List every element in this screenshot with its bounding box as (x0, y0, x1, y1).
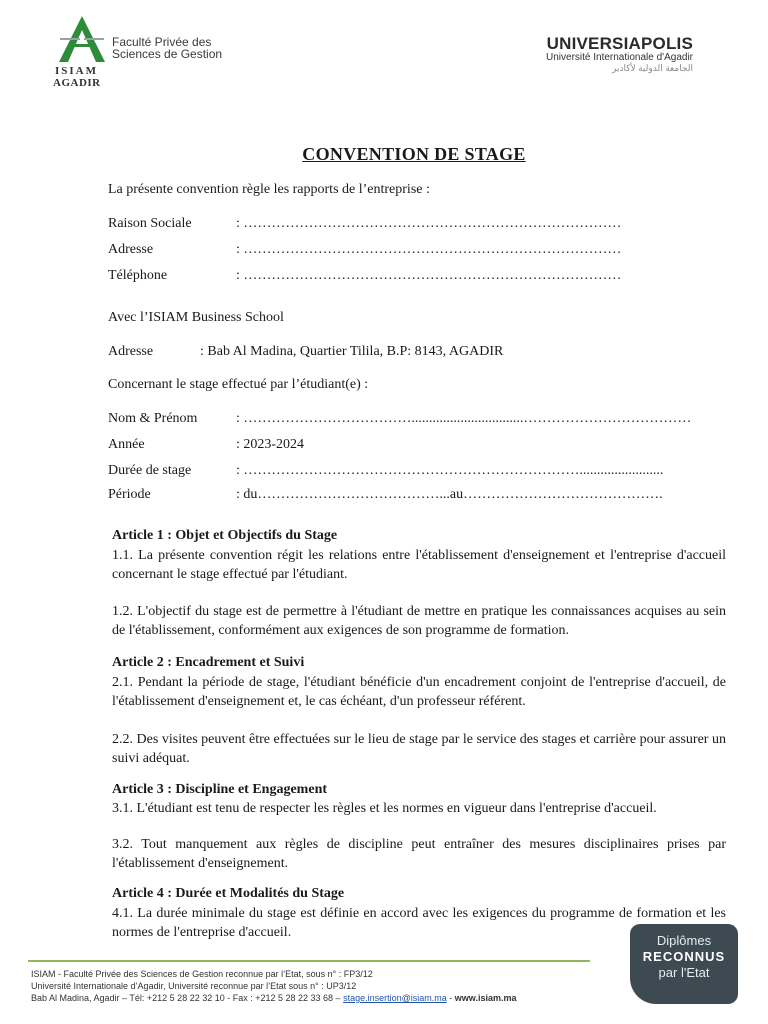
isiam-logo (50, 14, 240, 94)
article-2-title: Article 2 : Encadrement et Suivi (112, 655, 305, 670)
field-value-adresse[interactable]: : ……………………………………………………………………… (236, 242, 622, 257)
univ-subtitle: Université Internationale d'Agadir (546, 52, 693, 63)
school-address-label: Adresse (108, 344, 154, 359)
article-3-para-2: 3.2. Tout manquement aux règles de discipline peut entraîner des mesures disciplinaires prises par l'établissement d'enseignement. (112, 837, 726, 871)
footer-line-3 (31, 992, 517, 1004)
field-value-duree[interactable]: : ………………………………………………………………........................ (236, 463, 664, 478)
footer-email-link[interactable]: stage.insertion@isiam.ma (343, 993, 447, 1003)
school-intro: Avec l’ISIAM Business School (108, 310, 284, 325)
footer-line-1: ISIAM - Faculté Privée des Sciences de Gestion reconnue par l’Etat, sous n° : FP3/12 (31, 969, 373, 979)
student-intro: Concernant le stage effectué par l’étudiant(e) : (108, 377, 369, 392)
document-title: CONVENTION DE STAGE (302, 144, 526, 164)
article-3-para-1: 3.1. L'étudiant est tenu de respecter les règles et les normes en vigueur dans l'entreprise d'accueil. (112, 801, 657, 816)
univ-title: UNIVERSIAPOLIS (546, 34, 693, 53)
universiapolis-logo (523, 34, 693, 74)
article-1-para-2: 1.2. L'objectif du stage est de permettre à l'étudiant de mettre en pratique les connaissances acquises au sein de l'établissement, conformément aux exigences de son programme de formation. (112, 604, 726, 638)
univ-arabic: الجامعة الدولية لأكادير (611, 63, 693, 73)
isiam-faculty-line1: Faculté Privée des (112, 35, 212, 49)
field-label-annee: Année (108, 437, 145, 452)
badge-line-2: RECONNUS (642, 949, 726, 964)
field-value-annee: : 2023-2024 (236, 437, 305, 452)
isiam-a-icon (55, 14, 109, 64)
isiam-faculty-line2: Sciences de Gestion (112, 47, 223, 61)
field-value-periode[interactable]: : du…………………………………...au……………………………………. (236, 487, 663, 502)
article-1-title: Article 1 : Objet et Objectifs du Stage (112, 528, 338, 543)
field-label-periode: Période (108, 487, 151, 502)
article-4-para-1: 4.1. La durée minimale du stage est définie en accord avec les exigences du programme de formation et les normes de l'entreprise d'accueil. (112, 906, 726, 940)
article-1-para-1: 1.1. La présente convention régit les relations entre l'établissement d'enseignement et l'entreprise d'accueil concernant le stage effectué par l'étudiant. (112, 548, 726, 582)
field-label-raison-sociale: Raison Sociale (108, 216, 192, 231)
intro-text: La présente convention règle les rapports de l’entreprise : (108, 182, 430, 197)
article-4-title: Article 4 : Durée et Modalités du Stage (112, 886, 345, 901)
footer-divider (28, 960, 590, 962)
isiam-faculty-text (112, 36, 242, 60)
field-label-nom-prenom: Nom & Prénom (108, 411, 198, 426)
article-3-title: Article 3 : Discipline et Engagement (112, 782, 328, 797)
school-address-value: : Bab Al Madina, Quartier Tilila, B.P: 8143, AGADIR (200, 344, 504, 359)
footer-website-link[interactable]: www.isiam.ma (454, 993, 517, 1003)
field-label-telephone: Téléphone (108, 268, 168, 283)
footer-separator: - (449, 993, 453, 1003)
field-value-nom-prenom[interactable]: : ………………………………................................……………………………… (236, 411, 692, 426)
field-value-telephone[interactable]: : ……………………………………………………………………… (236, 268, 622, 283)
isiam-name: ISIAM (55, 65, 99, 77)
field-value-raison-sociale[interactable]: : ……………………………………………………………………… (236, 216, 622, 231)
field-label-duree: Durée de stage (108, 463, 192, 478)
footer-contact: Bab Al Madina, Agadir – Tél: +212 5 28 22 32 10 - Fax : +212 5 28 22 33 68 – (31, 993, 341, 1003)
footer (31, 968, 517, 1004)
isiam-city: AGADIR (53, 77, 101, 89)
badge-line-1: Diplômes (656, 933, 712, 948)
badge-line-3: par l'Etat (658, 965, 710, 980)
reconnus-badge (630, 924, 738, 1004)
field-label-adresse: Adresse (108, 242, 154, 257)
article-2-para-2: 2.2. Des visites peuvent être effectuées sur le lieu de stage par le service des stages et carrière pour assurer un suivi adéquat. (112, 732, 726, 766)
article-2-para-1: 2.1. Pendant la période de stage, l'étudiant bénéficie d'un encadrement conjoint de l'entreprise d'accueil, de l'établissement d'enseignement et, le cas échéant, d'un professeur référent. (112, 675, 726, 709)
footer-line-2: Université Internationale d’Agadir, Université reconnue par l’Etat sous n° : UP3/12 (31, 981, 357, 991)
